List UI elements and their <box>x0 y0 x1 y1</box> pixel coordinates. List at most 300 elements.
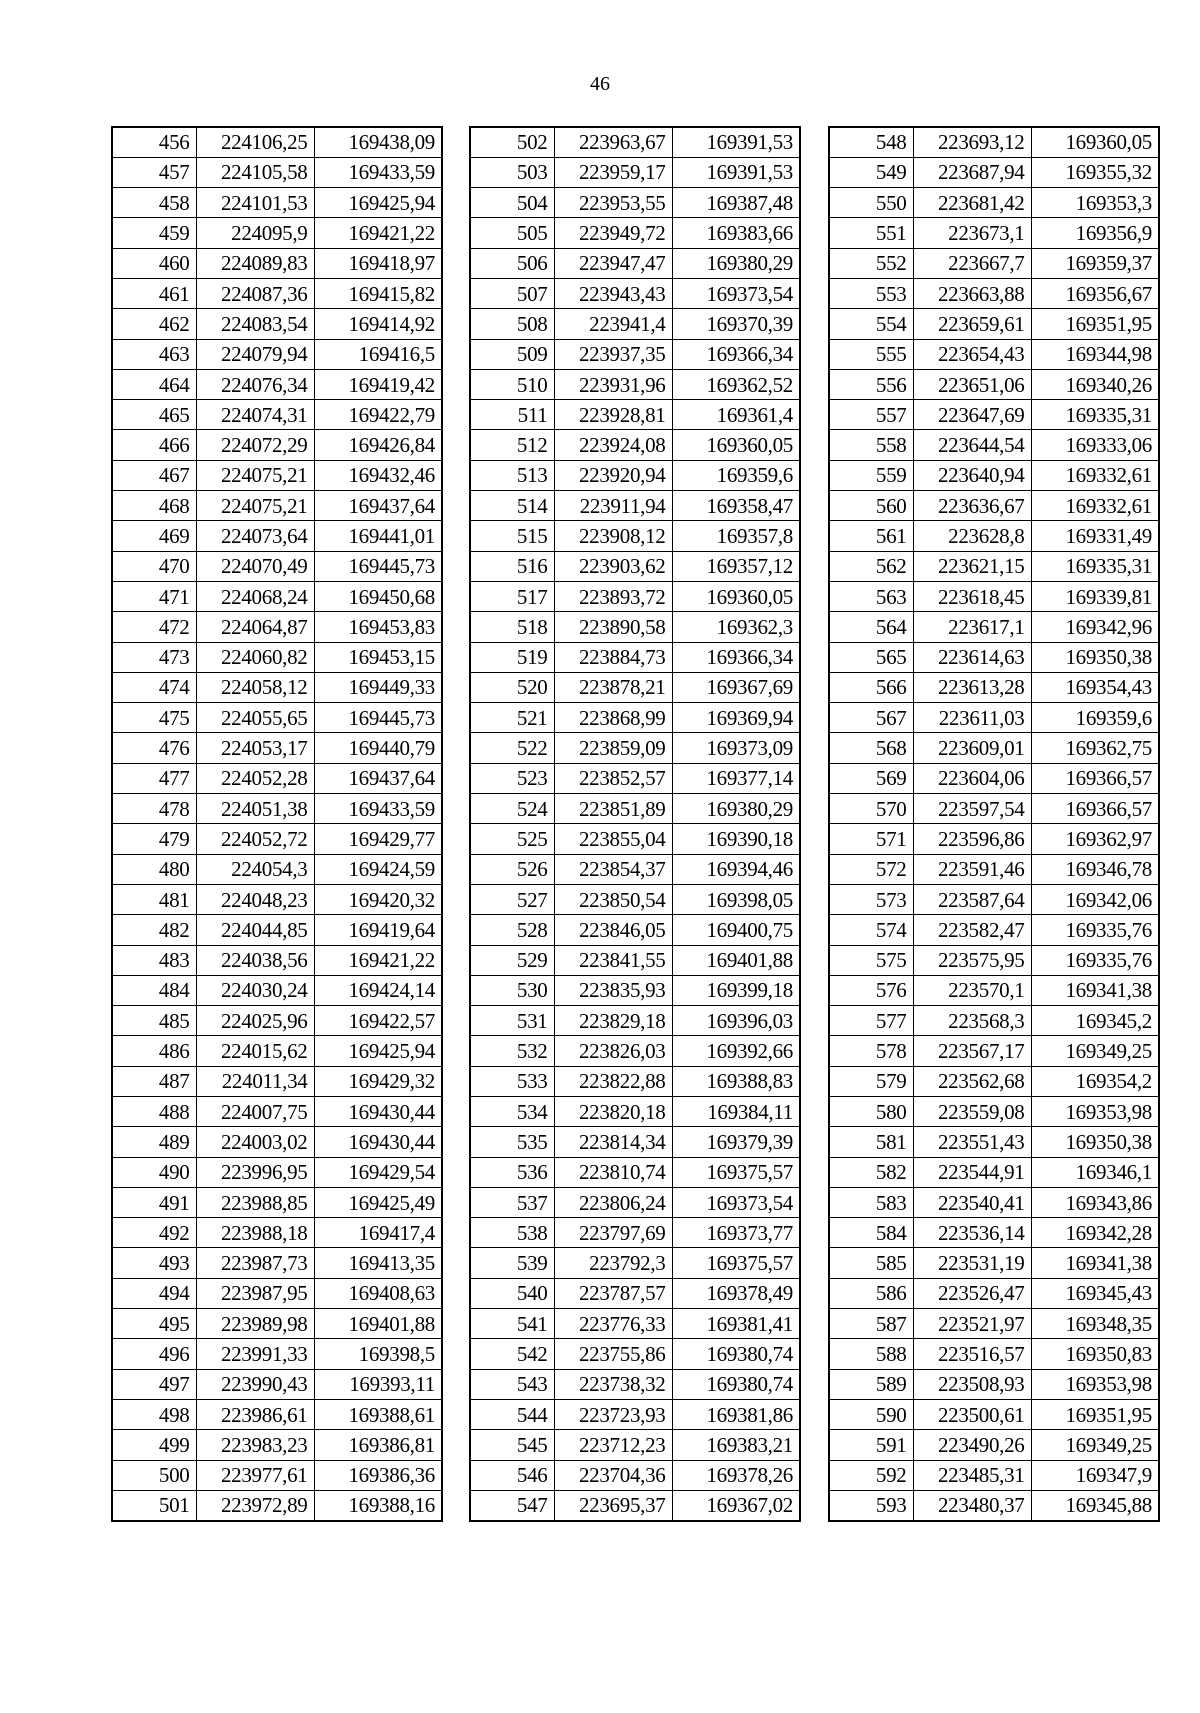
table-row <box>112 218 442 248</box>
y-coordinate-cell: 169373,09 <box>672 733 800 763</box>
table-row <box>112 1187 442 1217</box>
x-coordinate-cell: 223651,06 <box>913 369 1031 399</box>
point-number-cell: 550 <box>829 188 913 218</box>
x-coordinate-cell: 223920,94 <box>554 460 672 490</box>
table-row <box>829 1339 1159 1369</box>
table-row <box>112 703 442 733</box>
x-coordinate-cell: 223485,31 <box>913 1460 1031 1490</box>
x-coordinate-cell: 223851,89 <box>554 794 672 824</box>
table-row <box>112 369 442 399</box>
y-coordinate-cell: 169353,98 <box>1031 1369 1159 1399</box>
point-number-cell: 461 <box>112 278 196 308</box>
x-coordinate-cell: 223755,86 <box>554 1339 672 1369</box>
x-coordinate-cell: 223822,88 <box>554 1066 672 1096</box>
table-row <box>112 127 442 157</box>
point-number-cell: 478 <box>112 794 196 824</box>
x-coordinate-cell: 223531,19 <box>913 1248 1031 1278</box>
x-coordinate-cell: 223835,93 <box>554 975 672 1005</box>
point-number-cell: 498 <box>112 1399 196 1429</box>
table-row <box>470 642 800 672</box>
x-coordinate-cell: 223587,64 <box>913 884 1031 914</box>
point-number-cell: 580 <box>829 1097 913 1127</box>
y-coordinate-cell: 169437,64 <box>314 763 442 793</box>
point-number-cell: 560 <box>829 491 913 521</box>
x-coordinate-cell: 223987,73 <box>196 1248 314 1278</box>
x-coordinate-cell: 224030,24 <box>196 975 314 1005</box>
y-coordinate-cell: 169349,25 <box>1031 1036 1159 1066</box>
table-row <box>470 1369 800 1399</box>
y-coordinate-cell: 169362,75 <box>1031 733 1159 763</box>
table-row <box>112 733 442 763</box>
x-coordinate-cell: 223567,17 <box>913 1036 1031 1066</box>
x-coordinate-cell: 224025,96 <box>196 1006 314 1036</box>
table-row <box>112 642 442 672</box>
point-number-cell: 527 <box>470 884 554 914</box>
x-coordinate-cell: 223990,43 <box>196 1369 314 1399</box>
y-coordinate-cell: 169346,1 <box>1031 1157 1159 1187</box>
y-coordinate-cell: 169433,59 <box>314 157 442 187</box>
y-coordinate-cell: 169429,32 <box>314 1066 442 1096</box>
y-coordinate-cell: 169453,83 <box>314 612 442 642</box>
point-number-cell: 535 <box>470 1127 554 1157</box>
x-coordinate-cell: 223996,95 <box>196 1157 314 1187</box>
table-row <box>112 1369 442 1399</box>
x-coordinate-cell: 223963,67 <box>554 127 672 157</box>
table-row <box>470 672 800 702</box>
point-number-cell: 463 <box>112 339 196 369</box>
y-coordinate-cell: 169366,57 <box>1031 794 1159 824</box>
table-row <box>829 339 1159 369</box>
table-row <box>470 1097 800 1127</box>
x-coordinate-cell: 224051,38 <box>196 794 314 824</box>
y-coordinate-cell: 169379,39 <box>672 1127 800 1157</box>
y-coordinate-cell: 169383,21 <box>672 1430 800 1460</box>
y-coordinate-cell: 169381,41 <box>672 1309 800 1339</box>
coordinates-table-3 <box>828 126 1160 1522</box>
point-number-cell: 469 <box>112 521 196 551</box>
table-row <box>829 612 1159 642</box>
y-coordinate-cell: 169353,3 <box>1031 188 1159 218</box>
point-number-cell: 553 <box>829 278 913 308</box>
x-coordinate-cell: 223516,57 <box>913 1339 1031 1369</box>
point-number-cell: 492 <box>112 1218 196 1248</box>
x-coordinate-cell: 223928,81 <box>554 400 672 430</box>
table-row <box>470 1399 800 1429</box>
y-coordinate-cell: 169367,69 <box>672 672 800 702</box>
y-coordinate-cell: 169345,43 <box>1031 1278 1159 1308</box>
x-coordinate-cell: 223852,57 <box>554 763 672 793</box>
table-row <box>470 1460 800 1490</box>
table-row <box>470 551 800 581</box>
y-coordinate-cell: 169375,57 <box>672 1157 800 1187</box>
y-coordinate-cell: 169331,49 <box>1031 521 1159 551</box>
table-row <box>470 733 800 763</box>
point-number-cell: 543 <box>470 1369 554 1399</box>
point-number-cell: 514 <box>470 491 554 521</box>
x-coordinate-cell: 223591,46 <box>913 854 1031 884</box>
point-number-cell: 472 <box>112 612 196 642</box>
x-coordinate-cell: 223644,54 <box>913 430 1031 460</box>
point-number-cell: 540 <box>470 1278 554 1308</box>
x-coordinate-cell: 223521,97 <box>913 1309 1031 1339</box>
point-number-cell: 475 <box>112 703 196 733</box>
x-coordinate-cell: 223693,12 <box>913 127 1031 157</box>
table-row <box>112 430 442 460</box>
x-coordinate-cell: 224105,58 <box>196 157 314 187</box>
x-coordinate-cell: 223806,24 <box>554 1187 672 1217</box>
point-number-cell: 470 <box>112 551 196 581</box>
table-row <box>470 157 800 187</box>
table-row <box>470 1430 800 1460</box>
x-coordinate-cell: 223628,8 <box>913 521 1031 551</box>
table-row <box>829 1369 1159 1399</box>
y-coordinate-cell: 169380,74 <box>672 1339 800 1369</box>
y-coordinate-cell: 169340,26 <box>1031 369 1159 399</box>
y-coordinate-cell: 169413,35 <box>314 1248 442 1278</box>
x-coordinate-cell: 224106,25 <box>196 127 314 157</box>
y-coordinate-cell: 169388,61 <box>314 1399 442 1429</box>
table-row <box>112 157 442 187</box>
x-coordinate-cell: 223621,15 <box>913 551 1031 581</box>
table-row <box>470 1309 800 1339</box>
y-coordinate-cell: 169370,39 <box>672 309 800 339</box>
point-number-cell: 481 <box>112 884 196 914</box>
x-coordinate-cell: 224089,83 <box>196 248 314 278</box>
y-coordinate-cell: 169416,5 <box>314 339 442 369</box>
y-coordinate-cell: 169335,76 <box>1031 915 1159 945</box>
table-row <box>112 794 442 824</box>
y-coordinate-cell: 169415,82 <box>314 278 442 308</box>
table-row <box>829 642 1159 672</box>
x-coordinate-cell: 223878,21 <box>554 672 672 702</box>
y-coordinate-cell: 169396,03 <box>672 1006 800 1036</box>
point-number-cell: 591 <box>829 1430 913 1460</box>
y-coordinate-cell: 169422,57 <box>314 1006 442 1036</box>
point-number-cell: 485 <box>112 1006 196 1036</box>
point-number-cell: 576 <box>829 975 913 1005</box>
point-number-cell: 465 <box>112 400 196 430</box>
y-coordinate-cell: 169335,76 <box>1031 945 1159 975</box>
table-row <box>829 1127 1159 1157</box>
point-number-cell: 581 <box>829 1127 913 1157</box>
x-coordinate-cell: 223868,99 <box>554 703 672 733</box>
table-row <box>112 1157 442 1187</box>
table-row <box>112 491 442 521</box>
table-row <box>112 278 442 308</box>
x-coordinate-cell: 224060,82 <box>196 642 314 672</box>
y-coordinate-cell: 169332,61 <box>1031 491 1159 521</box>
table-row <box>829 1097 1159 1127</box>
x-coordinate-cell: 223983,23 <box>196 1430 314 1460</box>
y-coordinate-cell: 169341,38 <box>1031 975 1159 1005</box>
x-coordinate-cell: 223636,67 <box>913 491 1031 521</box>
y-coordinate-cell: 169335,31 <box>1031 551 1159 581</box>
table-row <box>112 400 442 430</box>
x-coordinate-cell: 223609,01 <box>913 733 1031 763</box>
x-coordinate-cell: 224058,12 <box>196 672 314 702</box>
point-number-cell: 483 <box>112 945 196 975</box>
y-coordinate-cell: 169437,64 <box>314 491 442 521</box>
x-coordinate-cell: 224075,21 <box>196 460 314 490</box>
y-coordinate-cell: 169425,49 <box>314 1187 442 1217</box>
table-row <box>470 1248 800 1278</box>
x-coordinate-cell: 223943,43 <box>554 278 672 308</box>
y-coordinate-cell: 169383,66 <box>672 218 800 248</box>
table-row <box>470 127 800 157</box>
point-number-cell: 513 <box>470 460 554 490</box>
table-row <box>470 1218 800 1248</box>
y-coordinate-cell: 169335,31 <box>1031 400 1159 430</box>
x-coordinate-cell: 223947,47 <box>554 248 672 278</box>
point-number-cell: 474 <box>112 672 196 702</box>
point-number-cell: 530 <box>470 975 554 1005</box>
x-coordinate-cell: 223568,3 <box>913 1006 1031 1036</box>
y-coordinate-cell: 169384,11 <box>672 1097 800 1127</box>
y-coordinate-cell: 169333,06 <box>1031 430 1159 460</box>
x-coordinate-cell: 224044,85 <box>196 915 314 945</box>
x-coordinate-cell: 223597,54 <box>913 794 1031 824</box>
point-number-cell: 501 <box>112 1490 196 1520</box>
table-row <box>470 884 800 914</box>
y-coordinate-cell: 169341,38 <box>1031 1248 1159 1278</box>
x-coordinate-cell: 223776,33 <box>554 1309 672 1339</box>
table-row <box>829 794 1159 824</box>
table-row <box>470 1490 800 1520</box>
table-row <box>829 278 1159 308</box>
x-coordinate-cell: 224052,72 <box>196 824 314 854</box>
table-row <box>470 1339 800 1369</box>
point-number-cell: 520 <box>470 672 554 702</box>
y-coordinate-cell: 169398,05 <box>672 884 800 914</box>
table-row <box>829 309 1159 339</box>
y-coordinate-cell: 169342,96 <box>1031 612 1159 642</box>
x-coordinate-cell: 223988,85 <box>196 1187 314 1217</box>
table-row <box>829 218 1159 248</box>
y-coordinate-cell: 169401,88 <box>314 1309 442 1339</box>
table-row <box>829 1157 1159 1187</box>
point-number-cell: 500 <box>112 1460 196 1490</box>
y-coordinate-cell: 169367,02 <box>672 1490 800 1520</box>
x-coordinate-cell: 224003,02 <box>196 1127 314 1157</box>
y-coordinate-cell: 169345,88 <box>1031 1490 1159 1520</box>
x-coordinate-cell: 224095,9 <box>196 218 314 248</box>
x-coordinate-cell: 223792,3 <box>554 1248 672 1278</box>
point-number-cell: 533 <box>470 1066 554 1096</box>
y-coordinate-cell: 169362,97 <box>1031 824 1159 854</box>
x-coordinate-cell: 223536,14 <box>913 1218 1031 1248</box>
table-row <box>829 915 1159 945</box>
table-row <box>112 1127 442 1157</box>
y-coordinate-cell: 169445,73 <box>314 703 442 733</box>
table-row <box>829 521 1159 551</box>
point-number-cell: 493 <box>112 1248 196 1278</box>
y-coordinate-cell: 169355,32 <box>1031 157 1159 187</box>
point-number-cell: 585 <box>829 1248 913 1278</box>
point-number-cell: 523 <box>470 763 554 793</box>
y-coordinate-cell: 169342,28 <box>1031 1218 1159 1248</box>
point-number-cell: 558 <box>829 430 913 460</box>
x-coordinate-cell: 223618,45 <box>913 581 1031 611</box>
point-number-cell: 518 <box>470 612 554 642</box>
x-coordinate-cell: 223551,43 <box>913 1127 1031 1157</box>
coordinates-table-1 <box>111 126 443 1522</box>
y-coordinate-cell: 169401,88 <box>672 945 800 975</box>
point-number-cell: 546 <box>470 1460 554 1490</box>
table-row <box>829 975 1159 1005</box>
y-coordinate-cell: 169356,9 <box>1031 218 1159 248</box>
point-number-cell: 528 <box>470 915 554 945</box>
y-coordinate-cell: 169377,14 <box>672 763 800 793</box>
x-coordinate-cell: 224011,34 <box>196 1066 314 1096</box>
point-number-cell: 479 <box>112 824 196 854</box>
y-coordinate-cell: 169424,59 <box>314 854 442 884</box>
table-row <box>112 884 442 914</box>
table-row <box>829 672 1159 702</box>
table-row <box>470 854 800 884</box>
point-number-cell: 579 <box>829 1066 913 1096</box>
point-number-cell: 557 <box>829 400 913 430</box>
x-coordinate-cell: 223859,09 <box>554 733 672 763</box>
table-row <box>470 794 800 824</box>
table-row <box>470 309 800 339</box>
y-coordinate-cell: 169357,12 <box>672 551 800 581</box>
x-coordinate-cell: 223988,18 <box>196 1218 314 1248</box>
point-number-cell: 471 <box>112 581 196 611</box>
y-coordinate-cell: 169378,49 <box>672 1278 800 1308</box>
y-coordinate-cell: 169392,66 <box>672 1036 800 1066</box>
point-number-cell: 583 <box>829 1187 913 1217</box>
y-coordinate-cell: 169449,33 <box>314 672 442 702</box>
y-coordinate-cell: 169378,26 <box>672 1460 800 1490</box>
table-row <box>112 1460 442 1490</box>
y-coordinate-cell: 169380,29 <box>672 248 800 278</box>
point-number-cell: 573 <box>829 884 913 914</box>
x-coordinate-cell: 224070,49 <box>196 551 314 581</box>
point-number-cell: 584 <box>829 1218 913 1248</box>
point-number-cell: 578 <box>829 1036 913 1066</box>
table-row <box>829 369 1159 399</box>
y-coordinate-cell: 169424,14 <box>314 975 442 1005</box>
x-coordinate-cell: 223959,17 <box>554 157 672 187</box>
point-number-cell: 499 <box>112 1430 196 1460</box>
x-coordinate-cell: 224053,17 <box>196 733 314 763</box>
point-number-cell: 551 <box>829 218 913 248</box>
point-number-cell: 544 <box>470 1399 554 1429</box>
point-number-cell: 586 <box>829 1278 913 1308</box>
table-row <box>829 733 1159 763</box>
table-row <box>470 1157 800 1187</box>
table-row <box>112 975 442 1005</box>
y-coordinate-cell: 169445,73 <box>314 551 442 581</box>
point-number-cell: 531 <box>470 1006 554 1036</box>
table-row <box>470 763 800 793</box>
point-number-cell: 522 <box>470 733 554 763</box>
x-coordinate-cell: 223723,93 <box>554 1399 672 1429</box>
table-row <box>829 1187 1159 1217</box>
x-coordinate-cell: 224072,29 <box>196 430 314 460</box>
x-coordinate-cell: 224038,56 <box>196 945 314 975</box>
table-row <box>112 915 442 945</box>
x-coordinate-cell: 224074,31 <box>196 400 314 430</box>
y-coordinate-cell: 169369,94 <box>672 703 800 733</box>
x-coordinate-cell: 223949,72 <box>554 218 672 248</box>
y-coordinate-cell: 169354,2 <box>1031 1066 1159 1096</box>
table-row <box>470 1127 800 1157</box>
y-coordinate-cell: 169388,16 <box>314 1490 442 1520</box>
x-coordinate-cell: 223937,35 <box>554 339 672 369</box>
x-coordinate-cell: 223667,7 <box>913 248 1031 278</box>
point-number-cell: 565 <box>829 642 913 672</box>
point-number-cell: 592 <box>829 1460 913 1490</box>
y-coordinate-cell: 169350,83 <box>1031 1339 1159 1369</box>
point-number-cell: 541 <box>470 1309 554 1339</box>
table-row <box>112 1490 442 1520</box>
table-row <box>470 975 800 1005</box>
y-coordinate-cell: 169393,11 <box>314 1369 442 1399</box>
table-row <box>112 1248 442 1278</box>
point-number-cell: 519 <box>470 642 554 672</box>
y-coordinate-cell: 169349,25 <box>1031 1430 1159 1460</box>
y-coordinate-cell: 169359,37 <box>1031 248 1159 278</box>
x-coordinate-cell: 224015,62 <box>196 1036 314 1066</box>
point-number-cell: 489 <box>112 1127 196 1157</box>
y-coordinate-cell: 169430,44 <box>314 1127 442 1157</box>
x-coordinate-cell: 223911,94 <box>554 491 672 521</box>
x-coordinate-cell: 223953,55 <box>554 188 672 218</box>
table-row <box>470 188 800 218</box>
table-row <box>112 1066 442 1096</box>
table-row <box>829 1218 1159 1248</box>
point-number-cell: 542 <box>470 1339 554 1369</box>
point-number-cell: 473 <box>112 642 196 672</box>
table-row <box>829 248 1159 278</box>
table-row <box>829 188 1159 218</box>
table-row <box>112 1339 442 1369</box>
y-coordinate-cell: 169381,86 <box>672 1399 800 1429</box>
y-coordinate-cell: 169387,48 <box>672 188 800 218</box>
y-coordinate-cell: 169366,34 <box>672 642 800 672</box>
table-row <box>829 884 1159 914</box>
point-number-cell: 464 <box>112 369 196 399</box>
point-number-cell: 564 <box>829 612 913 642</box>
x-coordinate-cell: 224064,87 <box>196 612 314 642</box>
x-coordinate-cell: 224073,64 <box>196 521 314 551</box>
point-number-cell: 538 <box>470 1218 554 1248</box>
y-coordinate-cell: 169386,36 <box>314 1460 442 1490</box>
y-coordinate-cell: 169426,84 <box>314 430 442 460</box>
y-coordinate-cell: 169366,34 <box>672 339 800 369</box>
x-coordinate-cell: 223559,08 <box>913 1097 1031 1127</box>
x-coordinate-cell: 223500,61 <box>913 1399 1031 1429</box>
y-coordinate-cell: 169359,6 <box>672 460 800 490</box>
x-coordinate-cell: 224055,65 <box>196 703 314 733</box>
x-coordinate-cell: 223712,23 <box>554 1430 672 1460</box>
x-coordinate-cell: 223663,88 <box>913 278 1031 308</box>
table-row <box>112 460 442 490</box>
point-number-cell: 567 <box>829 703 913 733</box>
point-number-cell: 504 <box>470 188 554 218</box>
point-number-cell: 568 <box>829 733 913 763</box>
x-coordinate-cell: 223846,05 <box>554 915 672 945</box>
y-coordinate-cell: 169390,18 <box>672 824 800 854</box>
table-row <box>829 1036 1159 1066</box>
table-row <box>470 1278 800 1308</box>
x-coordinate-cell: 223687,94 <box>913 157 1031 187</box>
y-coordinate-cell: 169345,2 <box>1031 1006 1159 1036</box>
y-coordinate-cell: 169357,8 <box>672 521 800 551</box>
point-number-cell: 569 <box>829 763 913 793</box>
x-coordinate-cell: 223738,32 <box>554 1369 672 1399</box>
